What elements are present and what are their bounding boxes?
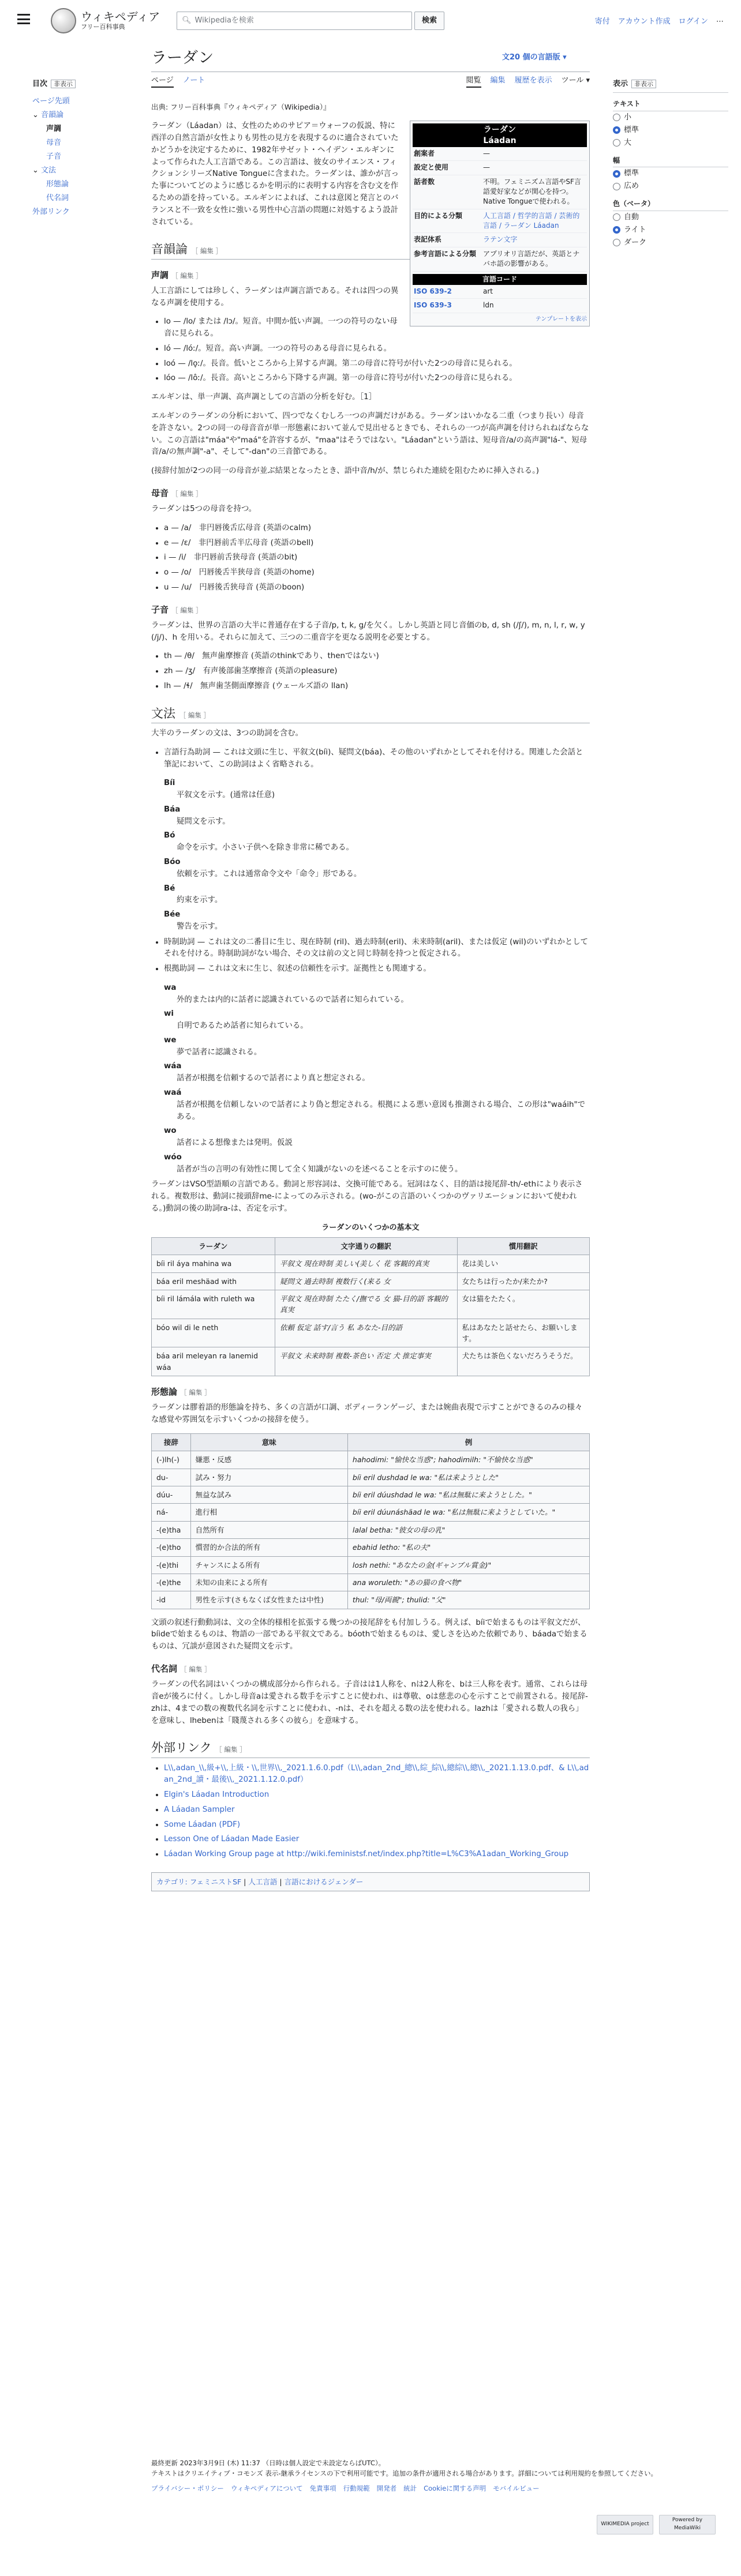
license-text: テキストはクリエイティブ・コモンズ 表示-継承ライセンスの下で利用可能です。追加の条件が適用される場合があります。詳細については利用規約を参照してください。 [151, 2469, 657, 2477]
particle-def: 話者が当の言明の有効性に関して全く知識がないのを述べることを示すのに使う。 [177, 1165, 463, 1174]
particle-def: 話者が根拠を信頼しないので話者により偽と想定される。根拠による悪い意図も推測される場合、この形は"waáih"である。 [177, 1100, 586, 1121]
particle-term: wóo [164, 1152, 182, 1162]
from-line: 出典: フリー百科事典『ウィキペディア（Wikipedia）』 [151, 103, 331, 111]
site-logo[interactable] [51, 8, 160, 33]
footer-badges [597, 2515, 716, 2534]
particle-term: Bó [164, 831, 175, 840]
table-row: báa aril meleyan ra lanemid wáa 平叙文 未来時制 複数-茶色い 否定 犬 推定事実 犬たちは茶色くないだろうそうだ。 [152, 1347, 590, 1376]
table-row: dúu- 無益な試み bíi eril dúushdad le wa: "私は無駄に来ようとした。" [152, 1486, 590, 1504]
infobox [410, 121, 590, 326]
width-label: 幅 [613, 155, 728, 168]
infobox-code-header: 言語コード [413, 274, 587, 285]
mediawiki-badge[interactable]: Powered by MediaWiki [659, 2515, 716, 2534]
color-label: 色（ベータ） [613, 198, 728, 211]
search-input[interactable] [177, 12, 412, 30]
evidential-particles [164, 982, 590, 1176]
list-item: • i — /i/ 非円唇前舌狭母音 (英語のbit) [164, 552, 590, 564]
table-row: -(e)thi チャンスによる所有 losh nethi: "あなたの金(ギャンブル賞金)" [152, 1556, 590, 1574]
toc-item-grammar[interactable]: 文法 [41, 166, 57, 175]
table-header: 例 [347, 1433, 589, 1451]
vowel-list [151, 523, 590, 594]
appearance-header: 表示 非表示 [613, 78, 728, 93]
edit-link[interactable]: ［ 編集 ］ [180, 1665, 211, 1673]
wordmark-title: ウィキペディア [81, 10, 160, 24]
page-title: ラーダン [151, 49, 214, 67]
particle-term: Báa [164, 805, 181, 814]
grammar-paragraph: ラーダンはVSO型語順の言語である。動詞と形容詞は、交換可能である。冠詞はなく、目的語は接尾辞-th/-ethにより表示される。複数形は、動詞に接頭辞me-によってのみ示される。(wo-がこの言語のいくつかのヴァリエーションにおいて使われる。)動詞の後の助詞ra-は、否定を示す。 [151, 1180, 583, 1213]
list-item: • loó — /lo̞ː/。長音。低いところから上昇する声調。第二の母音に符号が付いた2つの母音に見られる。 [164, 358, 590, 370]
section-heading-vowels: 母音 ［ 編集 ］ [151, 487, 203, 498]
tab-read[interactable]: 閲覧 [466, 75, 481, 88]
color-light[interactable]: ライト [613, 224, 728, 236]
tab-talk[interactable]: ノート [182, 76, 205, 85]
footer-links [151, 2484, 717, 2494]
list-item: • o — /o/ 円唇後舌半狭母音 (英語のhome) [164, 567, 590, 579]
list-item: • lh — /ɬ/ 無声歯茎側面摩擦音 (ウェールズ語の llan) [164, 681, 590, 693]
speech-act-particles [164, 778, 590, 933]
tone-paragraph: (接辞付加が2つの同一の母音が並ぶ結果となったとき、語中音/h/が、禁じられた連続を阻むために挿入される。) [151, 467, 539, 476]
table-row: -(e)tha 自然所有 lalal betha: "彼女の母の乳" [152, 1521, 590, 1538]
particle-def: 夢で話者に認識される。 [177, 1047, 262, 1057]
particle-term: wi [164, 1009, 174, 1019]
particle-def: 自明であるため話者に知られている。 [177, 1022, 308, 1031]
edit-link[interactable]: ［ 編集 ］ [191, 247, 222, 256]
table-header: ラーダン [152, 1237, 275, 1255]
particle-def: 疑問文を示す。 [177, 817, 230, 826]
particle-term: wáa [164, 1062, 182, 1071]
wordmark-subtitle: フリー百科事典 [81, 23, 125, 31]
toc-item-tone[interactable]: 声調 [46, 125, 62, 134]
morphology-intro: ラーダンは膠着語的形態論を持ち、多くの言語が口調、ボディーランゲージ、または婉曲表現で示すことができるのみの様々な感覚や雰囲気を示すいくつかの接辞を使う。 [151, 1403, 583, 1425]
section-heading-grammar: 文法 ［ 編集 ］ [151, 705, 590, 723]
section-heading-morphology: 形態論 ［ 編集 ］ [151, 1387, 211, 1398]
list-item: • lóo — /lôː/。長音。高いところから下降する声調。第一の母音に符号が付いた2つの母音に見られる。 [164, 373, 590, 385]
donate-link[interactable]: 寄付 [594, 17, 610, 26]
edit-link[interactable]: ［ 編集 ］ [179, 711, 210, 719]
table-row: -(e)tho 慣習的か合法的所有 ebahid letho: "私の夫" [152, 1539, 590, 1556]
particle-term: wo [164, 1126, 177, 1136]
section-heading-tone: 声調 ［ 編集 ］ [151, 269, 203, 280]
tab-edit[interactable]: 編集 [490, 76, 506, 85]
appearance-hide-button[interactable]: 非表示 [631, 80, 656, 88]
table-of-contents [32, 78, 125, 219]
tone-paragraph: エルギンのラーダンの分析において、四つでなくむしろ一つの声調だけがある。ラーダンはいかなる二重（つまり長い）母音を許さない。2つの同一の母音音が単一形態素において並んで見出せるときでも、それらの一つが高声調を付けられねばならない。この言語は"máa"や"maá"を許容するが、"maa"はそうではない。"Láadan"という語は、短母音/a/の高声調"lá-"、短母音/a/の無声調"-a"、そして"-dan"の三音節である。 [151, 411, 589, 457]
list-item: • zh — /ʒ/ 有声後部歯茎摩擦音 (英語のpleasure) [164, 666, 590, 678]
infobox-title: ラーダン Láadan [413, 123, 587, 147]
external-link[interactable]: Some Láadan (PDF) [164, 1820, 241, 1829]
list-item: • e — /ɛ/ 非円唇前舌半広母音 (英語のbell) [164, 538, 590, 550]
footer-link[interactable]: ウィキペディアについて [230, 2484, 303, 2492]
site-header [0, 0, 741, 42]
color-auto[interactable]: 自動 [613, 211, 728, 224]
wikipedia-globe-icon [51, 8, 76, 33]
edit-link[interactable]: ［ 編集 ］ [171, 606, 203, 614]
pronouns-paragraph: ラーダンの代名詞はいくつかの構成部分から作られる。子音はは1人称を、nは2人称を、bは三人称を表す。通常、これらは母音eが後ろに付く。しかし母音aは愛される数手を示すことに使われ、iは尊敬、oは慈悲の心を示すことで前置される。接尾辞-zhは、4までの数の複数代名詞を示すことに使われ、-nは、それを超える数の法を使われる。lazhは「愛される数人の我ら」を意味し、lhebenは「賤蔑される多くの彼ら」を意味する。 [151, 1680, 588, 1725]
tab-tools[interactable]: ツール ▾ [561, 76, 590, 85]
edit-link[interactable]: ［ 編集 ］ [171, 489, 203, 498]
particle-term: waá [164, 1088, 182, 1097]
section-heading-consonants: 子音 ［ 編集 ］ [151, 604, 203, 615]
last-edited: 最終更新 2023年3月9日 (木) 11:37 （日時は個人設定で未設定ならばUTC）。 [151, 2459, 386, 2467]
consonants-intro: ラーダンは、世界の言語の大半に普通存在する子音/p, t, k, g/を欠く。しかし英語と同じ音価のb, d, sh (/ʃ/), m, n, l, r, w, y (/j/)、h を用いる。それらに加えて、三つの二重音字を更なる説明を必要とする。 [151, 621, 585, 642]
external-link[interactable]: A Láadan Sampler [164, 1805, 235, 1814]
categories-label[interactable]: カテゴリ: [156, 1877, 188, 1886]
particle-term: Bíi [164, 779, 175, 788]
particle-def: 依頼を示す。これは通常命令文や「命令」形である。 [177, 869, 362, 878]
table-row: bóo wil di le neth 依頼 仮定 話す/言う 私 あなた-目的語 私はあなたと話せたら、お願いします。 [152, 1319, 590, 1347]
footer-link[interactable]: 統計 [403, 2484, 417, 2492]
width-standard[interactable]: 標準 [613, 167, 728, 180]
particle-term: Bée [164, 910, 181, 919]
create-account-link[interactable]: アカウント作成 [618, 17, 671, 26]
toc-item-external[interactable]: 外部リンク [32, 208, 70, 217]
table-row: -(e)the 未知の由来による所有 ana woruleth: "あの猫の食べ物" [152, 1574, 590, 1591]
main-menu-icon[interactable] [17, 14, 30, 24]
tone-paragraph: エルギンは、単一声調、高声調としての言語の分析を好む。［1］ [151, 393, 377, 402]
table-row: bíi ril lámála with ruleth wa 平叙文 現在時制 たたく/撫でる 女 猫-目的語 客観的真実 女は猫をたたく。 [152, 1290, 590, 1319]
external-link[interactable]: L\\,adan_\\,級+\\,上級・\\,世界\\,_2021.1.6.0.pdf（L\\,adan_2nd_總\\,綜_綜\\,總綜\\,總\\,_2021.1.13.0.pdf、& L\\,adan_2nd_讀・最後\\,_2021.1.12.0.pdf） [164, 1763, 589, 1785]
toc-hide-button[interactable]: 非表示 [51, 80, 76, 88]
edit-link[interactable]: ［ 編集 ］ [171, 271, 203, 280]
search-icon: 🔍︎ [182, 16, 192, 25]
footer-link[interactable]: 免責事項 [309, 2484, 336, 2492]
category-link[interactable]: フェミニストSF [189, 1877, 242, 1886]
search-button[interactable]: 検索 [414, 12, 444, 30]
edit-link[interactable]: ［ 編集 ］ [180, 1388, 211, 1397]
table-row: (-)lh(-) 嫌悪・反感 hahodimi: "愉快な当惑"; hahodimilh: "不愉快な当惑" [152, 1451, 590, 1469]
search-placeholder: Wikipediaを検索 [194, 16, 254, 25]
page-footer [151, 2458, 717, 2494]
list-item: • th — /θ/ 無声歯摩擦音 (英語のthinkであり、thenではない) [164, 651, 590, 663]
particle-def: 話者による想像または発明。仮説 [177, 1139, 293, 1148]
particle-def: 平叙文を示す。(通常は任意) [177, 791, 275, 800]
text-size-label: テキスト [613, 99, 728, 111]
infobox-row: 目的による分類 人工言語 / 哲学的言語 / 芸術的言語 / ラーダン Láadan [413, 209, 587, 234]
morphology-paragraph: 文頭の叙述行動動詞は、文の全体的様相を拡張する幾つかの接尾辞をも付加しうる。例えば、bíiで始まるものは平叙文だが、bíideで始まるものは、物語の一部である平叙文である。bóothで始まるものは、愛しさを込めた依頼であり、báadaで始まるものは、冗談が意図された疑問文を示す。 [151, 1618, 587, 1651]
toc-item-top[interactable]: ページ先頭 [32, 97, 70, 106]
page-tabs [151, 75, 590, 88]
toc-item-phonology[interactable]: 音韻論 [41, 111, 64, 120]
infobox-row: 参考言語による分類 アプリオリ言語だが、英語とナバホ語の影響がある。 [413, 247, 587, 272]
list-item: • lo — /lo/ または /lɔ/。短音。中間か低い声調。一つの符号のない母音に見られる。 [164, 316, 590, 340]
external-link[interactable]: Lesson One of Láadan Made Easier [164, 1835, 300, 1844]
language-button[interactable]: 文20 個の言語版 ▾ [502, 53, 567, 62]
toc-toggle-icon[interactable]: ⌄ [32, 111, 42, 120]
width-wide[interactable]: 広め [613, 180, 728, 193]
search-form [177, 12, 444, 30]
list-item: • 言語行為助詞 — これは文頭に生じ、平叙文(bíi)、疑問文(báa)、その他のいずれかとしてそれを付ける。関連した会話と筆記において、この助詞はよく省略される。 [164, 747, 590, 771]
user-tools [595, 16, 724, 28]
table-row: bíi ril áya mahina wa 平叙文 現在時制 美しい(美しく 花 客観的真実 花は美しい [152, 1255, 590, 1272]
infobox-row: 表記体系 ラテン文字 [413, 233, 587, 247]
infobox-code-row: ISO 639-2 art [413, 285, 587, 299]
tab-page[interactable]: ページ [151, 75, 174, 88]
text-size-small[interactable]: 小 [613, 111, 728, 124]
edit-link[interactable]: ［ 編集 ］ [215, 1745, 246, 1754]
infobox-template-link[interactable]: テンプレートを表示 [535, 316, 587, 322]
appearance-panel [613, 78, 728, 249]
lead-paragraph: ラーダン（Láadan）は、女性のためのサピア＝ウォーフの仮説、特に西洋の自然言語が女性よりも男性の見方を表現するのに適合されていたかどうかを決定するために、1982年サゼット・ヘイデン・エルギンによって作られた人工言語である。この言語は、彼女のサイエンス・フィクションシリーズNative Tongueに含まれた。ラーダンは、誰かが言った事についてどのように感じるかを明示的に表明する内容を含む文を作るための語を持っている。エルギンによれば、これは意図と発言とのバランスと不一致を女性に強いる男性中心言語の問題に対処するよう設計されている。 [151, 122, 399, 227]
text-size-standard[interactable]: 標準 [613, 124, 728, 137]
particle-def: 話者が根拠を信頼するので話者により真と想定される。 [177, 1074, 370, 1083]
section-heading-pronouns: 代名詞 ［ 編集 ］ [151, 1663, 211, 1674]
list-item: • ló — /lóː/。短音。高い声調。一つの符号のある母音に見られる。 [164, 343, 590, 355]
particle-term: Bóo [164, 857, 181, 866]
table-row: báa eril meshäad with 疑問文 過去時制 複数行く(来る 女 女たちは行ったか/来たか? [152, 1272, 590, 1290]
category-box: カテゴリ: フェミニストSF | 人工言語 | 言語におけるジェンダー [151, 1872, 590, 1891]
grammar-intro: 大半のラーダンの文は、3つの助詞を含む。 [151, 729, 304, 738]
toc-item-pronouns[interactable]: 代名詞 [46, 194, 69, 203]
toc-item-morphology[interactable]: 形態論 [46, 180, 69, 189]
section-heading-phonology: 音韻論 ［ 編集 ］ [151, 241, 590, 259]
color-dark[interactable]: ダーク [613, 236, 728, 249]
sentence-table [151, 1237, 590, 1376]
toc-toggle-icon[interactable]: ⌄ [32, 166, 42, 175]
footer-link[interactable]: モバイルビュー [493, 2484, 540, 2492]
table-caption: ラーダンのいくつかの基本文 [321, 1223, 420, 1232]
particle-def: 命令を示す。小さい子供へを除き非常に稀である。 [177, 843, 354, 853]
table-header: 文字通りの翻訳 [275, 1237, 457, 1255]
article-content [151, 102, 590, 1891]
particle-term: Bé [164, 884, 175, 893]
table-header: 接辞 [152, 1433, 191, 1451]
vowels-intro: ラーダンは5つの母音を持つ。 [151, 505, 257, 514]
table-row: du- 試み・努力 bíi eril dushdad le wa: "私は来ようとした" [152, 1469, 590, 1486]
login-link[interactable]: ログイン [678, 17, 708, 26]
particle-def: 約束を示す。 [177, 896, 223, 905]
footer-link[interactable]: Cookieに関する声明 [424, 2484, 486, 2492]
tab-history[interactable]: 履歴を表示 [514, 76, 552, 85]
toc-item-vowels[interactable]: 母音 [46, 138, 62, 148]
infobox-row: 設定と使用 — [413, 161, 587, 175]
footer-link[interactable]: 行動規範 [343, 2484, 370, 2492]
table-header: 意味 [190, 1433, 347, 1451]
particle-list [151, 937, 590, 975]
footer-link[interactable]: 開発者 [376, 2484, 397, 2492]
particle-term: we [164, 1035, 177, 1045]
affix-table [151, 1433, 590, 1609]
infobox-row: 創案者 — [413, 147, 587, 161]
category-link[interactable]: 言語におけるジェンダー [284, 1877, 364, 1886]
external-links-list [151, 1763, 590, 1861]
list-item: • u — /u/ 円唇後舌狭母音 (英語のboon) [164, 582, 590, 594]
table-header: 慣用翻訳 [457, 1237, 589, 1255]
text-size-large[interactable]: 大 [613, 137, 728, 149]
particle-def: 警告を示す。 [177, 922, 223, 931]
infobox-code-row: ISO 639-3 ldn [413, 299, 587, 313]
toc-item-consonants[interactable]: 子音 [46, 152, 62, 162]
consonant-list [151, 651, 590, 692]
table-row: ná- 進行相 bíi eril dúunáshäad le wa: "私は無駄に来ようとしていた。" [152, 1504, 590, 1521]
infobox-row: 話者数 不明。フェミニズム言語やSF言語愛好家などが関心を持つ。Native Tongueで使われる。 [413, 175, 587, 209]
list-item: • 時制助詞 — これは文の二番目に生じ、現在時制 (ril)、過去時制(eril)、未来時制(aril)、または仮定 (wil)のいずれかとしてそれを付ける。時制助詞がない場合、その文は前の文と同じ時制を持つと仮定される。 [164, 937, 590, 961]
more-options-icon[interactable]: ⋯ [716, 17, 724, 26]
toc-header: 目次 非表示 [32, 78, 125, 90]
external-link[interactable]: Elgin's Láadan Introduction [164, 1790, 270, 1800]
section-heading-external: 外部リンク ［ 編集 ］ [151, 1740, 590, 1758]
tone-intro: 人工言語にしては珍しく、ラーダンは声調言語である。それは四つの異なる声調を使用する。 [151, 286, 399, 307]
category-link[interactable]: 人工言語 [248, 1877, 278, 1886]
particle-def: 外的または内的に話者に認識されているので話者に知られている。 [177, 995, 409, 1004]
particle-list [151, 747, 590, 771]
table-row: -id 男性を示す(さもなくば女性または中性) thul: "母/両親"; thulid: "父" [152, 1591, 590, 1609]
wikimedia-badge[interactable]: WIKIMEDIA project [597, 2515, 653, 2534]
footer-link[interactable]: プライバシー・ポリシー [151, 2484, 224, 2492]
list-item: • a — /a/ 非円唇後舌広母音 (英語のcalm) [164, 523, 590, 535]
list-item: • 根拠助詞 — これは文末に生じ、叙述の信頼性を示す。証拠性とも関連する。 [164, 963, 590, 975]
particle-term: wa [164, 983, 177, 992]
external-link[interactable]: Láadan Working Group page at http://wiki.feministsf.net/index.php?title=L%C3%A1adan_Working_Group [164, 1850, 569, 1859]
